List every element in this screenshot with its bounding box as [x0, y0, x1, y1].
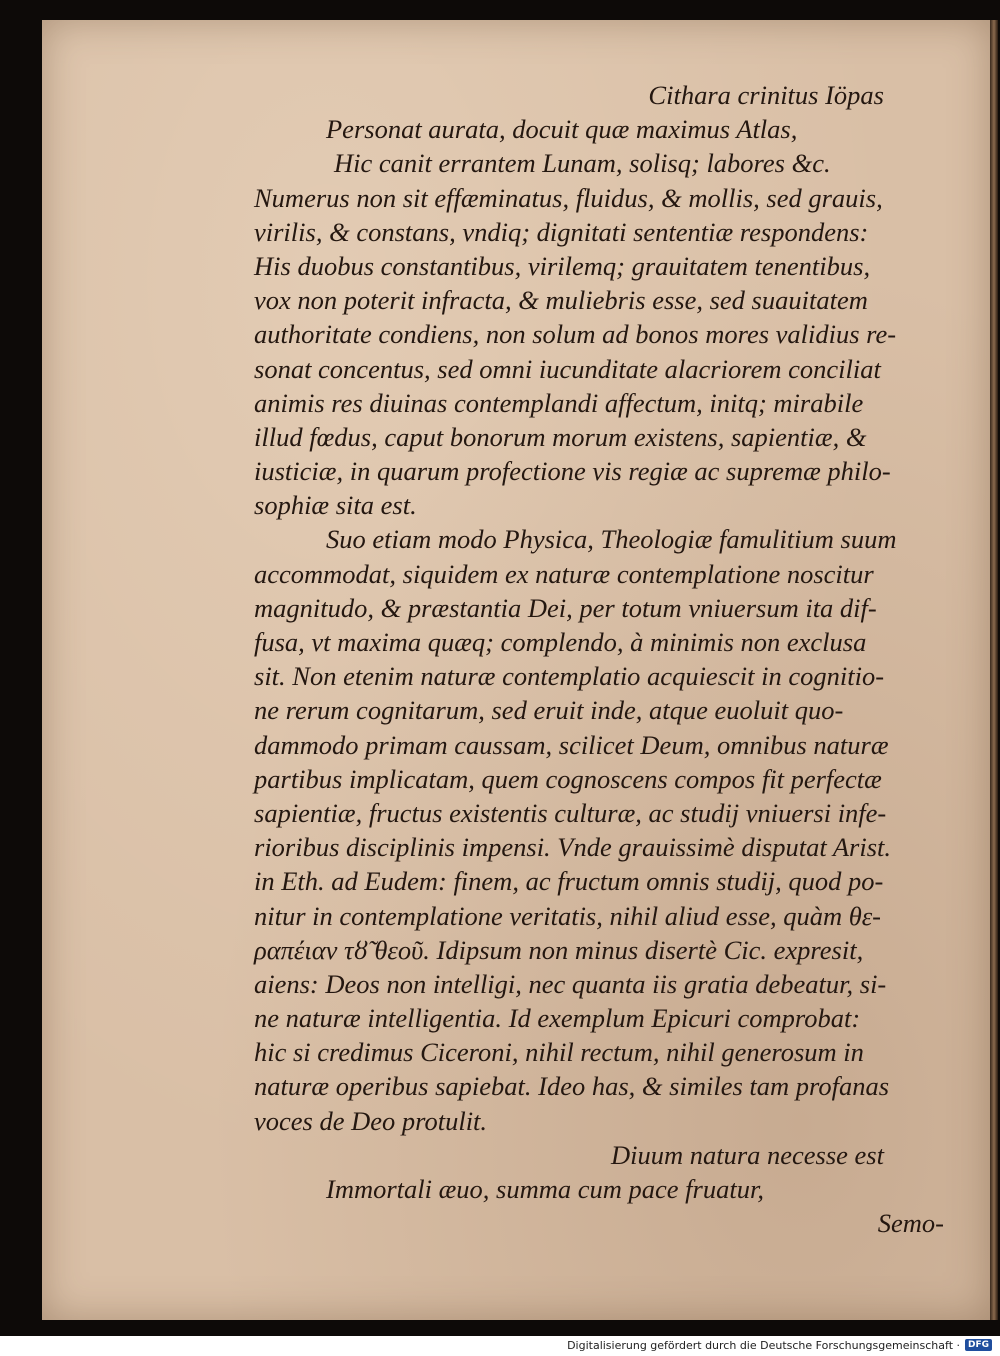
text-line: aiens: Deos non intelligi, nec quanta iis gratia debeatur, si-: [254, 968, 887, 999]
text-line: in Eth. ad Eudem: finem, ac fructum omnis studij, quod po-: [254, 866, 884, 897]
text-line: iusticiæ, in quarum profectione vis regiæ ac supremæ philo-: [254, 456, 891, 487]
text-line: accommodat, siquidem ex naturæ contemplatione noscitur: [254, 558, 874, 589]
footer-credit: Digitalisierung gefördert durch die Deutsche Forschungsgemeinschaft ·: [567, 1339, 960, 1352]
text-line: magnitudo, & præstantia Dei, per totum vniuersum ita dif-: [254, 592, 877, 623]
text-line: Semo-: [877, 1208, 944, 1239]
text-line: Suo etiam modo Physica, Theologiæ famulitium suum: [326, 524, 897, 555]
text-line: Personat aurata, docuit quæ maximus Atlas,: [326, 114, 798, 145]
text-line: sapientiæ, fructus existentis culturæ, ac studij vniuersi infe-: [254, 797, 887, 828]
text-line: fusa, vt maxima quæq; complendo, à minimis non exclusa: [254, 627, 867, 657]
text-line: His duobus constantibus, virilemq; grauitatem tenentibus,: [254, 250, 871, 281]
page-text: [254, 78, 944, 1240]
text-line: partibus implicatam, quem cognoscens compos fit perfectæ: [254, 763, 882, 794]
text-line: ne naturæ intelligentia. Id exemplum Epicuri comprobat:: [254, 1003, 861, 1034]
text-line: Diuum natura necesse est: [610, 1139, 884, 1170]
text-line: ραπέιαν τȣ̃ θεοῦ. Idipsum non minus disertè Cic. expresit,: [254, 934, 864, 965]
text-line: sonat concentus, sed omni iucunditate alacriorem conciliat: [254, 353, 881, 384]
text-line: dammodo primam caussam, scilicet Deum, omnibus naturæ: [254, 729, 889, 760]
text-line: ne rerum cognitarum, sed eruit inde, atque euoluit quo-: [254, 695, 844, 726]
text-line: animis res diuinas contemplandi affectum, initq; mirabile: [254, 387, 864, 418]
page-edge: [990, 20, 998, 1320]
text-line: authoritate condiens, non solum ad bonos mores validius re-: [254, 319, 897, 350]
text-line: Hic canit errantem Lunam, solisq; labores &c.: [334, 148, 831, 179]
text-line: naturæ operibus sapiebat. Ideo has, & similes tam profanas: [254, 1071, 890, 1102]
text-line: Immortali æuo, summa cum pace fruatur,: [326, 1174, 764, 1204]
dfg-logo: DFG: [965, 1339, 992, 1351]
text-line: voces de Deo protulit.: [254, 1105, 488, 1136]
footer: [0, 1336, 1000, 1356]
text-line: nitur in contemplatione veritatis, nihil aliud esse, quàm θε-: [254, 900, 882, 931]
text-line: illud fœdus, caput bonorum morum existens, sapientiæ, &: [254, 421, 867, 452]
text-line: hic si credimus Ciceroni, nihil rectum, nihil generosum in: [254, 1037, 864, 1068]
text-line: sit. Non etenim naturæ contemplatio acquiescit in cognitio-: [254, 661, 885, 692]
text-line: vox non poterit infracta, & muliebris esse, sed suauitatem: [254, 285, 868, 316]
text-line: sophiæ sita est.: [254, 490, 417, 521]
text-line: Numerus non sit effæminatus, fluidus, & mollis, sed grauis,: [254, 182, 883, 213]
text-line: virilis, & constans, vndiq; dignitati sententiæ respondens:: [254, 216, 869, 247]
book-page: [42, 20, 990, 1320]
text-line: Cithara crinitus Iöpas: [648, 80, 884, 110]
text-line: rioribus disciplinis impensi. Vnde grauissimè disputat Arist.: [254, 832, 892, 863]
